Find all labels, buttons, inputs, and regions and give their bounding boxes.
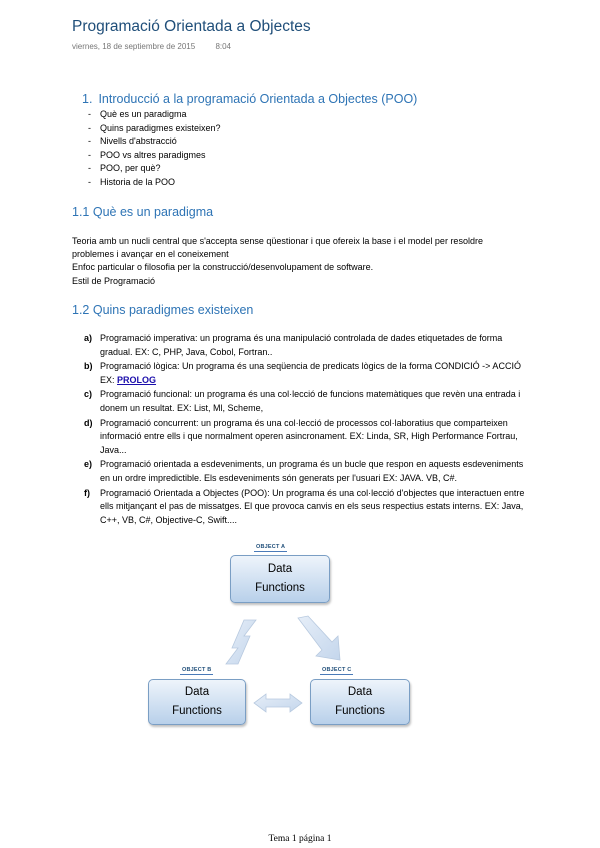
item-marker: c) xyxy=(84,389,93,400)
list-item: - Nivells d'abstracció xyxy=(88,135,221,149)
object-c-functions: Functions xyxy=(335,705,385,717)
item-text: Programació orientada a esdeveniments, un programa és un bucle que respon en aquests esdeveniments en un ordre impredictible. Els esdeveniments són generats per l'usuari EX: JAVA. VB, C#. xyxy=(100,459,524,483)
list-item: - Quins paradigmes existeixen? xyxy=(88,122,221,136)
item-text: Programació funcional: un programa és una col·lecció de funcions matemàtiques que revèn una entrada i donem un resultat. EX: List, Ml, Scheme, xyxy=(100,389,521,413)
object-b-label: OBJECT B xyxy=(182,667,212,673)
item-marker: a) xyxy=(84,333,93,343)
object-b-data: Data xyxy=(184,686,210,698)
object-c-box xyxy=(310,679,410,725)
item-marker: d) xyxy=(84,417,93,428)
section-1-number: 1. xyxy=(82,92,93,106)
list-item: - Historia de la POO xyxy=(88,176,221,190)
section-1-1-heading: 1.1 Què es un paradigma xyxy=(72,205,214,219)
section-1-2-heading: 1.2 Quins paradigmes existeixen xyxy=(72,303,254,317)
item-text: Programació Orientada a Objectes (POO): Un programa és una col·lecció d'objectes que interactuen entre ells mitjançant el pas de missatges. El que provoca canvis en els seus respectius estats interns. EX: Java, C++, VB, C#, Objective-C, Swift.... xyxy=(100,487,525,525)
object-c-data: Data xyxy=(347,686,373,698)
date-text: viernes, 18 de septiembre de 2015 xyxy=(72,42,196,51)
list-item: - POO, per què? xyxy=(88,162,221,176)
arrow-a-c-icon xyxy=(298,616,340,660)
object-a-box xyxy=(230,555,330,603)
page-footer: Tema 1 página 1 xyxy=(268,834,332,844)
object-c-label: OBJECT C xyxy=(322,667,352,673)
object-a-functions: Functions xyxy=(255,582,305,594)
item-text: Programació imperativa: un programa és una manipulació controlada de dades etiquetades de forma gradual. EX: C, PHP, Java, Cobol, Fortran.. xyxy=(100,333,503,357)
paragraph-line: Teoria amb un nucli central que s'accepta sense qüestionar i que ofereix la base i el model per resoldre problemes i avançar en el coneixement xyxy=(72,236,483,260)
arrow-b-c-icon xyxy=(254,694,302,712)
item-text: Programació lògica: Un programa és una seqüencia de predicats lògics de la forma CONDICIÓ -> ACCIÓ EX: xyxy=(100,361,521,385)
prolog-link[interactable]: PROLOG xyxy=(117,374,157,385)
paragraph-line: Estil de Programació xyxy=(72,275,156,286)
page-title: Programació Orientada a Objectes xyxy=(72,18,311,35)
list-item: - POO vs altres paradigmes xyxy=(88,149,221,163)
section-1-title: Introducció a la programació Orientada a Objectes (POO) xyxy=(98,92,418,106)
object-a-data: Data xyxy=(267,563,293,575)
list-item: - Què es un paradigma xyxy=(88,108,221,122)
item-marker: f) xyxy=(84,487,90,498)
object-b-functions: Functions xyxy=(172,705,222,717)
object-a-label: OBJECT A xyxy=(256,544,286,550)
object-b-box xyxy=(148,679,246,725)
time-text: 8:04 xyxy=(215,42,232,51)
item-text: Programació concurrent: un programa és una col·lecció de processos col·laboratius que comparteixen informació entre ells i que normalment operen asincronament. EX: Linda, SR, High Performance Fortrau, Java... xyxy=(100,417,518,455)
item-marker: e) xyxy=(84,459,93,470)
arrow-a-b-icon xyxy=(226,620,256,664)
item-marker: b) xyxy=(84,361,93,372)
paragraph-line: Enfoc particular o filosofia per la construcció/desenvolupament de software. xyxy=(72,262,374,273)
